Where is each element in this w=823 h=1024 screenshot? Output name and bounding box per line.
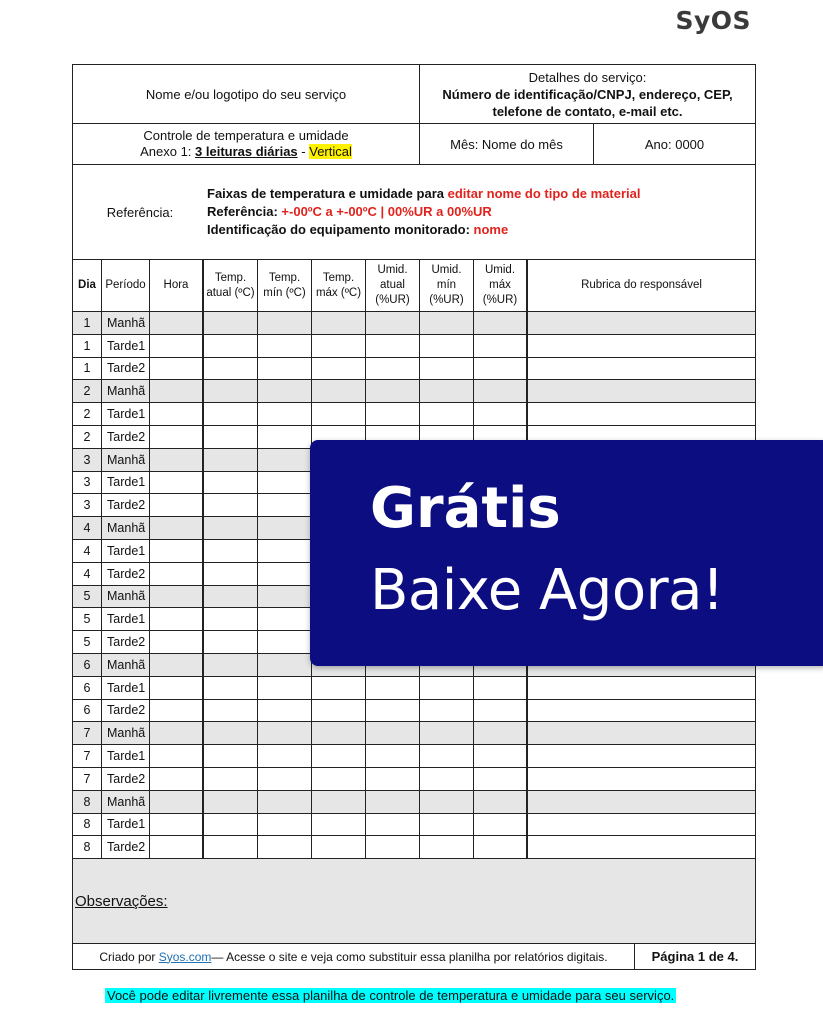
temp-atual-cell[interactable] [204, 449, 258, 471]
dia-cell: 5 [73, 631, 102, 653]
temp-max-cell[interactable] [312, 358, 366, 380]
temp-atual-cell[interactable] [204, 563, 258, 585]
temp-atual-cell[interactable] [204, 677, 258, 699]
table-row [73, 335, 755, 358]
hora-cell[interactable] [150, 517, 204, 539]
temp-atual-cell[interactable] [204, 608, 258, 630]
hora-cell[interactable] [150, 836, 204, 858]
umid-max-cell[interactable] [474, 768, 528, 790]
table-row [73, 745, 755, 768]
temp-min-cell[interactable] [258, 608, 312, 630]
umid-max-cell[interactable] [474, 791, 528, 813]
temp-atual-cell[interactable] [204, 540, 258, 562]
reference-row [73, 165, 755, 260]
control-row [73, 124, 755, 165]
umid-min-cell[interactable] [420, 745, 474, 767]
temp-max-cell[interactable] [312, 836, 366, 858]
hora-cell[interactable] [150, 335, 204, 357]
control-title-block [73, 124, 420, 164]
col-umid-min: Umid. mín (%UR) [420, 260, 474, 311]
table-row [73, 403, 755, 426]
dia-cell: 3 [73, 494, 102, 516]
footer-row [73, 944, 755, 969]
hora-cell[interactable] [150, 494, 204, 516]
reference-label: Referência: [106, 204, 174, 220]
temp-atual-cell[interactable] [204, 654, 258, 676]
umid-max-cell[interactable] [474, 836, 528, 858]
rubrica-cell[interactable] [528, 791, 755, 813]
footer-created-by: Criado por [99, 949, 156, 964]
temp-atual-cell[interactable] [204, 380, 258, 402]
temp-min-cell[interactable] [258, 654, 312, 676]
header-row [73, 65, 755, 124]
syos-link[interactable]: Syos.com [158, 949, 212, 964]
annex-sep: - [297, 144, 310, 159]
periodo-cell: Tarde2 [102, 358, 150, 380]
hora-cell[interactable] [150, 814, 204, 836]
dia-cell: 6 [73, 677, 102, 699]
temp-atual-cell[interactable] [204, 335, 258, 357]
temp-min-cell[interactable] [258, 791, 312, 813]
rubrica-cell[interactable] [528, 745, 755, 767]
table-row [73, 700, 755, 723]
col-dia: Dia [73, 260, 102, 311]
temp-min-cell[interactable] [258, 426, 312, 448]
reference-line-1: Faixas de temperatura e umidade para editar nome do tipo de material [207, 186, 641, 201]
temp-max-cell[interactable] [312, 335, 366, 357]
temp-min-cell[interactable] [258, 563, 312, 585]
reference-line-3: Identificação do equipamento monitorado: nome [207, 222, 509, 237]
umid-atual-cell[interactable] [366, 836, 420, 858]
page-number: Página 1 de 4. [651, 949, 739, 965]
periodo-cell: Manhã [102, 791, 150, 813]
periodo-cell: Tarde1 [102, 745, 150, 767]
rubrica-cell[interactable] [528, 312, 755, 334]
temp-min-cell[interactable] [258, 631, 312, 653]
temp-atual-cell[interactable] [204, 472, 258, 494]
details-body: Número de identificação/CNPJ, endereço, CEP, telefone de contato, e-mail etc. [442, 86, 733, 119]
table-row [73, 312, 755, 335]
umid-atual-cell[interactable] [366, 403, 420, 425]
temp-min-cell[interactable] [258, 836, 312, 858]
umid-atual-cell[interactable] [366, 814, 420, 836]
footer-rest: — Acesse o site e veja como substituir essa planilha por relatórios digitais. [211, 949, 608, 964]
temp-max-cell[interactable] [312, 677, 366, 699]
dia-cell: 6 [73, 654, 102, 676]
umid-max-cell[interactable] [474, 677, 528, 699]
temp-atual-cell[interactable] [204, 426, 258, 448]
table-row [73, 677, 755, 700]
periodo-cell: Manhã [102, 586, 150, 608]
umid-min-cell[interactable] [420, 791, 474, 813]
temp-atual-cell[interactable] [204, 631, 258, 653]
hora-cell[interactable] [150, 631, 204, 653]
temp-atual-cell[interactable] [204, 517, 258, 539]
col-temp-min: Temp. mín (ºC) [258, 260, 312, 311]
temp-atual-cell[interactable] [204, 312, 258, 334]
periodo-cell: Manhã [102, 312, 150, 334]
dia-cell: 1 [73, 312, 102, 334]
observations-area[interactable] [73, 859, 755, 944]
hora-cell[interactable] [150, 449, 204, 471]
temp-max-cell[interactable] [312, 745, 366, 767]
control-title: Controle de temperatura e umidade [143, 128, 349, 143]
hora-cell[interactable] [150, 403, 204, 425]
periodo-cell: Tarde1 [102, 677, 150, 699]
periodo-cell: Tarde1 [102, 814, 150, 836]
umid-atual-cell[interactable] [366, 380, 420, 402]
umid-min-cell[interactable] [420, 836, 474, 858]
periodo-cell: Tarde1 [102, 472, 150, 494]
umid-atual-cell[interactable] [366, 745, 420, 767]
banner-download-now: Baixe Agora! [370, 558, 724, 623]
temp-atual-cell[interactable] [204, 358, 258, 380]
banner-free: Grátis [370, 476, 561, 541]
col-umid-max: Umid. máx (%UR) [474, 260, 528, 311]
col-hora: Hora [150, 260, 204, 311]
month-field: Mês: Nome do mês [420, 124, 594, 164]
umid-atual-cell[interactable] [366, 677, 420, 699]
temp-min-cell[interactable] [258, 358, 312, 380]
dia-cell: 2 [73, 380, 102, 402]
col-periodo: Período [102, 260, 150, 311]
umid-atual-cell[interactable] [366, 722, 420, 744]
umid-min-cell[interactable] [420, 677, 474, 699]
reference-details [207, 165, 755, 259]
umid-max-cell[interactable] [474, 722, 528, 744]
temp-min-cell[interactable] [258, 814, 312, 836]
table-row [73, 791, 755, 814]
rubrica-cell[interactable] [528, 380, 755, 402]
temp-min-cell[interactable] [258, 449, 312, 471]
temp-max-cell[interactable] [312, 768, 366, 790]
dia-cell: 2 [73, 403, 102, 425]
umid-max-cell[interactable] [474, 312, 528, 334]
dia-cell: 8 [73, 814, 102, 836]
umid-atual-cell[interactable] [366, 700, 420, 722]
download-banner[interactable] [310, 440, 823, 666]
temp-atual-cell[interactable] [204, 722, 258, 744]
dia-cell: 3 [73, 449, 102, 471]
footer-credit [73, 944, 635, 969]
dia-cell: 1 [73, 335, 102, 357]
syos-logo: SyOS [675, 6, 751, 35]
reference-line-2: Referência: +-00ºC a +-00ºC | 00%UR a 00%UR [207, 204, 492, 219]
temp-min-cell[interactable] [258, 494, 312, 516]
hora-cell[interactable] [150, 426, 204, 448]
col-temp-max: Temp. máx (ºC) [312, 260, 366, 311]
rubrica-cell[interactable] [528, 722, 755, 744]
hora-cell[interactable] [150, 358, 204, 380]
umid-min-cell[interactable] [420, 403, 474, 425]
temp-min-cell[interactable] [258, 745, 312, 767]
col-umid-atual: Umid. atual (%UR) [366, 260, 420, 311]
umid-min-cell[interactable] [420, 358, 474, 380]
observations-label: Observações: [75, 893, 168, 911]
periodo-cell: Manhã [102, 517, 150, 539]
annex-line [140, 144, 352, 160]
periodo-cell: Tarde2 [102, 494, 150, 516]
periodo-cell: Manhã [102, 380, 150, 402]
umid-min-cell[interactable] [420, 814, 474, 836]
annex-bold: 3 leituras diárias [195, 144, 298, 159]
table-row [73, 358, 755, 381]
service-logo-placeholder: Nome e/ou logotipo do seu serviço [73, 65, 420, 123]
periodo-cell: Tarde2 [102, 768, 150, 790]
temp-min-cell[interactable] [258, 472, 312, 494]
hora-cell[interactable] [150, 722, 204, 744]
dia-cell: 4 [73, 540, 102, 562]
temp-max-cell[interactable] [312, 791, 366, 813]
temp-atual-cell[interactable] [204, 494, 258, 516]
hora-cell[interactable] [150, 700, 204, 722]
temp-min-cell[interactable] [258, 517, 312, 539]
dia-cell: 8 [73, 836, 102, 858]
details-title: Detalhes do serviço: [528, 69, 647, 85]
umid-max-cell[interactable] [474, 335, 528, 357]
temp-min-cell[interactable] [258, 403, 312, 425]
temp-atual-cell[interactable] [204, 791, 258, 813]
temp-atual-cell[interactable] [204, 745, 258, 767]
periodo-cell: Tarde2 [102, 700, 150, 722]
dia-cell: 2 [73, 426, 102, 448]
year-field: Ano: 0000 [644, 136, 705, 152]
temp-max-cell[interactable] [312, 814, 366, 836]
col-rubrica: Rubrica do responsável [581, 279, 702, 291]
periodo-cell: Tarde2 [102, 563, 150, 585]
dia-cell: 4 [73, 517, 102, 539]
dia-cell: 7 [73, 722, 102, 744]
hora-cell[interactable] [150, 745, 204, 767]
hora-cell[interactable] [150, 791, 204, 813]
dia-cell: 7 [73, 768, 102, 790]
periodo-cell: Tarde2 [102, 836, 150, 858]
periodo-cell: Tarde1 [102, 608, 150, 630]
dia-cell: 4 [73, 563, 102, 585]
umid-max-cell[interactable] [474, 403, 528, 425]
rubrica-cell[interactable] [528, 700, 755, 722]
temp-min-cell[interactable] [258, 335, 312, 357]
temp-min-cell[interactable] [258, 768, 312, 790]
periodo-cell: Manhã [102, 722, 150, 744]
hora-cell[interactable] [150, 472, 204, 494]
hora-cell[interactable] [150, 608, 204, 630]
temp-atual-cell[interactable] [204, 586, 258, 608]
dia-cell: 6 [73, 700, 102, 722]
umid-min-cell[interactable] [420, 700, 474, 722]
annex-prefix: Anexo 1: [140, 144, 196, 159]
umid-max-cell[interactable] [474, 814, 528, 836]
table-row [73, 722, 755, 745]
temp-min-cell[interactable] [258, 677, 312, 699]
temp-min-cell[interactable] [258, 312, 312, 334]
umid-max-cell[interactable] [474, 380, 528, 402]
temp-min-cell[interactable] [258, 722, 312, 744]
umid-max-cell[interactable] [474, 745, 528, 767]
temp-atual-cell[interactable] [204, 768, 258, 790]
umid-min-cell[interactable] [420, 312, 474, 334]
temp-max-cell[interactable] [312, 312, 366, 334]
hora-cell[interactable] [150, 312, 204, 334]
dia-cell: 8 [73, 791, 102, 813]
periodo-cell: Manhã [102, 654, 150, 676]
hora-cell[interactable] [150, 677, 204, 699]
umid-min-cell[interactable] [420, 722, 474, 744]
umid-min-cell[interactable] [420, 335, 474, 357]
service-details [420, 65, 755, 123]
rubrica-cell[interactable] [528, 358, 755, 380]
umid-atual-cell[interactable] [366, 335, 420, 357]
umid-atual-cell[interactable] [366, 312, 420, 334]
dia-cell: 3 [73, 472, 102, 494]
dia-cell: 5 [73, 586, 102, 608]
temp-atual-cell[interactable] [204, 814, 258, 836]
table-header [73, 260, 755, 312]
hora-cell[interactable] [150, 654, 204, 676]
hora-cell[interactable] [150, 380, 204, 402]
periodo-cell: Tarde1 [102, 335, 150, 357]
hora-cell[interactable] [150, 563, 204, 585]
temp-max-cell[interactable] [312, 722, 366, 744]
umid-atual-cell[interactable] [366, 791, 420, 813]
temp-atual-cell[interactable] [204, 836, 258, 858]
dia-cell: 7 [73, 745, 102, 767]
umid-max-cell[interactable] [474, 700, 528, 722]
rubrica-cell[interactable] [528, 677, 755, 699]
rubrica-cell[interactable] [528, 768, 755, 790]
dia-cell: 5 [73, 608, 102, 630]
rubrica-cell[interactable] [528, 335, 755, 357]
temp-atual-cell[interactable] [204, 403, 258, 425]
temp-atual-cell[interactable] [204, 700, 258, 722]
periodo-cell: Tarde2 [102, 631, 150, 653]
umid-min-cell[interactable] [420, 768, 474, 790]
temp-max-cell[interactable] [312, 380, 366, 402]
temp-min-cell[interactable] [258, 700, 312, 722]
periodo-cell: Manhã [102, 449, 150, 471]
temp-min-cell[interactable] [258, 380, 312, 402]
temp-min-cell[interactable] [258, 540, 312, 562]
umid-min-cell[interactable] [420, 380, 474, 402]
hora-cell[interactable] [150, 540, 204, 562]
umid-atual-cell[interactable] [366, 358, 420, 380]
table-row [73, 380, 755, 403]
table-row [73, 836, 755, 859]
hora-cell[interactable] [150, 768, 204, 790]
periodo-cell: Tarde1 [102, 403, 150, 425]
temp-min-cell[interactable] [258, 586, 312, 608]
umid-max-cell[interactable] [474, 358, 528, 380]
umid-atual-cell[interactable] [366, 768, 420, 790]
rubrica-cell[interactable] [528, 403, 755, 425]
periodo-cell: Tarde1 [102, 540, 150, 562]
rubrica-cell[interactable] [528, 814, 755, 836]
temp-max-cell[interactable] [312, 403, 366, 425]
table-row [73, 814, 755, 837]
annex-highlight: Vertical [309, 144, 352, 159]
periodo-cell: Tarde2 [102, 426, 150, 448]
rubrica-cell[interactable] [528, 836, 755, 858]
hora-cell[interactable] [150, 586, 204, 608]
dia-cell: 1 [73, 358, 102, 380]
col-temp-atual: Temp. atual (ºC) [204, 260, 258, 311]
temp-max-cell[interactable] [312, 700, 366, 722]
edit-note: Você pode editar livremente essa planilha de controle de temperatura e umidade para seu serviço. [107, 988, 675, 1003]
table-row [73, 768, 755, 791]
